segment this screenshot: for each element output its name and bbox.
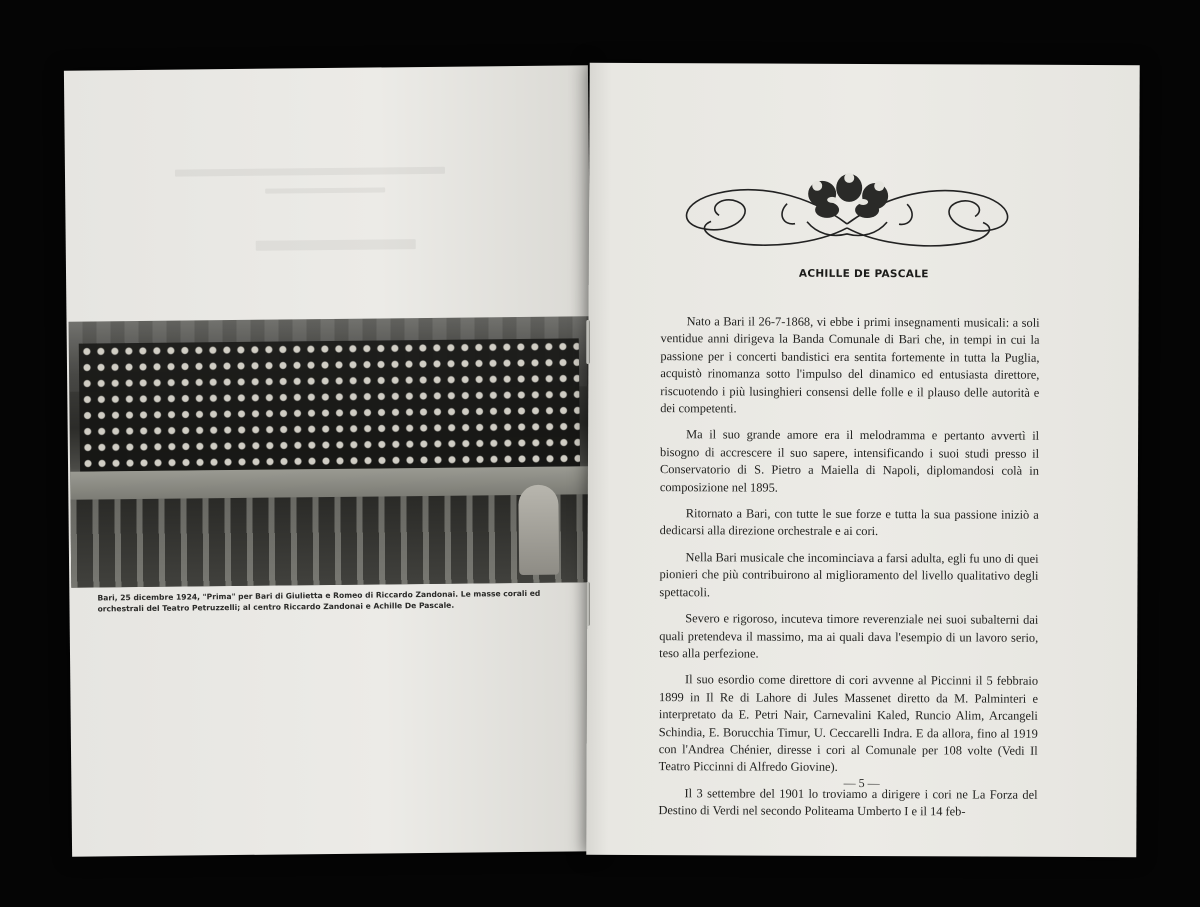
photo-orchestra-pit <box>70 494 591 587</box>
show-through-text <box>175 167 445 177</box>
cherub-ornament <box>667 163 1027 257</box>
photo-harp <box>518 485 559 575</box>
staple-bottom <box>586 582 590 626</box>
paragraph: Il suo esordio come direttore di cori avvenne al Piccinni il 5 febbraio 1899 in Il Re di Lahore di Jules Massenet diretto da M. Palminteri e interpretato da E. Petri Nair, Carnevalini Kaled, Runcio Alim, Arcangeli Schindia, E. Borucchia Timur, U. Ceccarelli Indra. E da allora, fino al 1919 con l'Andrea Chénier, diresse i cori al Comunale per 108 volte (Vedi Il Teatro Piccinni di Alfredo Giovine). <box>658 672 1039 775</box>
chorus-orchestra-photo <box>69 316 592 587</box>
left-page <box>64 65 596 856</box>
paragraph: Nato a Bari il 26-7-1868, vi ebbe i primi insegnamenti musicali: a soli ventidue anni dirigeva la Banda Comunale di Bari che, in tempi in cui la passione per i concerti bandistici era sentita fortemente in tutta la Puglia, acquistò rinomanza sotto l'impulso del dinamico ed entusiasta direttore, riscuotendo i più lusinghieri consensi delle folle e il plauso delle autorità e dei competenti. <box>660 314 1040 416</box>
show-through-text <box>265 187 385 193</box>
right-page <box>586 63 1139 857</box>
section-heading: ACHILLE DE PASCALE <box>798 267 929 281</box>
biography-text <box>658 313 1039 830</box>
page-number: — 5 — <box>843 775 880 791</box>
photo-caption: Bari, 25 dicembre 1924, "Prima" per Bari di Giulietta e Romeo di Riccardo Zandonai. Le masse corali ed orchestrali del Teatro Petruzzelli; al centro Riccardo Zandonai e Achille De Pascale. <box>97 588 541 614</box>
paragraph: Nella Bari musicale che incominciava a farsi adulta, egli fu uno di quei pionieri che più contribuirono al miglioramento del livello qualitativo degli spettacoli. <box>659 550 1039 600</box>
photo-crowd <box>79 338 580 471</box>
paragraph: Ritornato a Bari, con tutte le sue forze e tutta la sua passione iniziò a dedicarsi alla direzione orchestrale e ai cori. <box>659 506 1039 539</box>
paragraph: Il 3 settembre del 1901 lo troviamo a dirigere i cori ne La Forza del Destino di Verdi nel secondo Politeama Umberto I e il 14 feb- <box>658 785 1038 819</box>
paragraph: Severo e rigoroso, incuteva timore reverenziale nei suoi subalterni dai quali pretendeva il massimo, ma ai quali dava l'esempio di un lavoro serio, teso alla perfezione. <box>659 611 1039 661</box>
show-through-text <box>256 239 416 251</box>
paragraph: Ma il suo grande amore era il melodramma e pertanto avvertì il bisogno di accrescere il suo sapere, intensificando i suoi studi presso il Conservatorio di S. Pietro a Maiella di Napoli, diplomandosi colà in composizione nel 1895. <box>659 427 1040 495</box>
staple-top <box>586 320 590 364</box>
